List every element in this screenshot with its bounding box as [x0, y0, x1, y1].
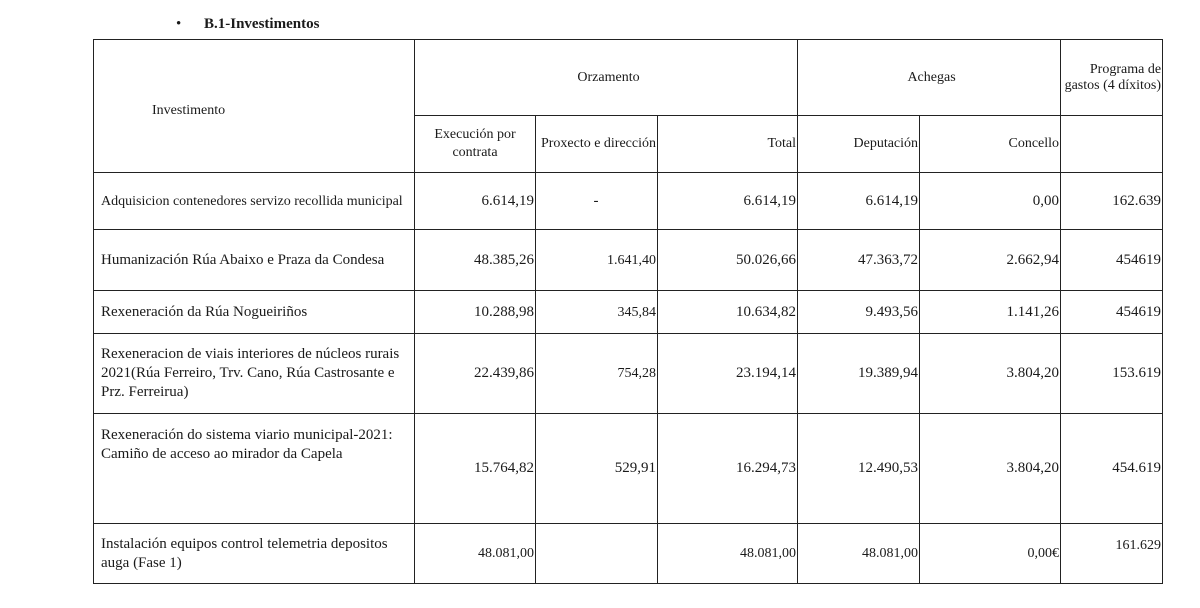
row-proxecto: 529,91	[536, 414, 658, 524]
section-title: B.1-Investimentos	[204, 16, 320, 32]
table-row	[94, 230, 1163, 291]
table-row	[94, 291, 1163, 334]
header-row-top	[94, 40, 1163, 116]
row-deputacion: 48.081,00	[798, 524, 920, 584]
row-programa: 454.619	[1061, 414, 1163, 524]
row-execucion: 48.385,26	[415, 230, 536, 291]
section-heading	[176, 16, 319, 33]
row-name: Rexeneracion de viais interiores de núcleos rurais 2021(Rúa Ferreiro, Trv. Cano, Rúa Castrosante e Prz. Ferreirua)	[94, 334, 415, 414]
table-row	[94, 414, 1163, 524]
table-row	[94, 173, 1163, 230]
table-row	[94, 524, 1163, 584]
row-concello: 0,00	[920, 173, 1061, 230]
row-total: 23.194,14	[658, 334, 798, 414]
row-execucion: 6.614,19	[415, 173, 536, 230]
bullet-icon: •	[176, 16, 182, 32]
row-total: 48.081,00	[658, 524, 798, 584]
row-programa: 454619	[1061, 291, 1163, 334]
row-proxecto	[536, 524, 658, 584]
row-proxecto: 345,84	[536, 291, 658, 334]
row-name: Rexeneración do sistema viario municipal-2021: Camiño de acceso ao mirador da Capela	[94, 414, 415, 524]
row-execucion: 10.288,98	[415, 291, 536, 334]
header-execucion: Execución por contrata	[415, 116, 536, 173]
header-programa: Programa de gastos (4 díxitos)	[1061, 40, 1163, 116]
row-programa: 454619	[1061, 230, 1163, 291]
header-investimento: Investimento	[94, 40, 415, 173]
row-deputacion: 19.389,94	[798, 334, 920, 414]
row-execucion: 15.764,82	[415, 414, 536, 524]
row-total: 50.026,66	[658, 230, 798, 291]
row-total: 10.634,82	[658, 291, 798, 334]
row-programa: 161.629	[1061, 524, 1163, 584]
row-deputacion: 47.363,72	[798, 230, 920, 291]
header-concello: Concello	[920, 116, 1061, 173]
row-execucion: 22.439,86	[415, 334, 536, 414]
row-deputacion: 9.493,56	[798, 291, 920, 334]
row-concello: 3.804,20	[920, 414, 1061, 524]
header-deputacion: Deputación	[798, 116, 920, 173]
header-orzamento: Orzamento	[415, 40, 798, 116]
row-proxecto: 1.641,40	[536, 230, 658, 291]
row-name: Humanización Rúa Abaixo e Praza da Condesa	[94, 230, 415, 291]
row-name: Instalación equipos control telemetria depositos auga (Fase 1)	[94, 524, 415, 584]
row-name: Adquisicion contenedores servizo recollida municipal	[94, 173, 415, 230]
row-concello: 0,00€	[920, 524, 1061, 584]
row-concello: 1.141,26	[920, 291, 1061, 334]
row-deputacion: 12.490,53	[798, 414, 920, 524]
investments-table	[93, 39, 1163, 584]
row-total: 6.614,19	[658, 173, 798, 230]
row-total: 16.294,73	[658, 414, 798, 524]
row-deputacion: 6.614,19	[798, 173, 920, 230]
header-total: Total	[658, 116, 798, 173]
header-proxecto: Proxecto e dirección	[536, 116, 658, 173]
table-row	[94, 334, 1163, 414]
row-execucion: 48.081,00	[415, 524, 536, 584]
header-achegas: Achegas	[798, 40, 1061, 116]
header-programa-empty	[1061, 116, 1163, 173]
row-programa: 153.619	[1061, 334, 1163, 414]
row-concello: 3.804,20	[920, 334, 1061, 414]
row-proxecto: -	[536, 173, 658, 230]
row-proxecto: 754,28	[536, 334, 658, 414]
row-name: Rexeneración da Rúa Nogueiriños	[94, 291, 415, 334]
row-programa: 162.639	[1061, 173, 1163, 230]
row-concello: 2.662,94	[920, 230, 1061, 291]
